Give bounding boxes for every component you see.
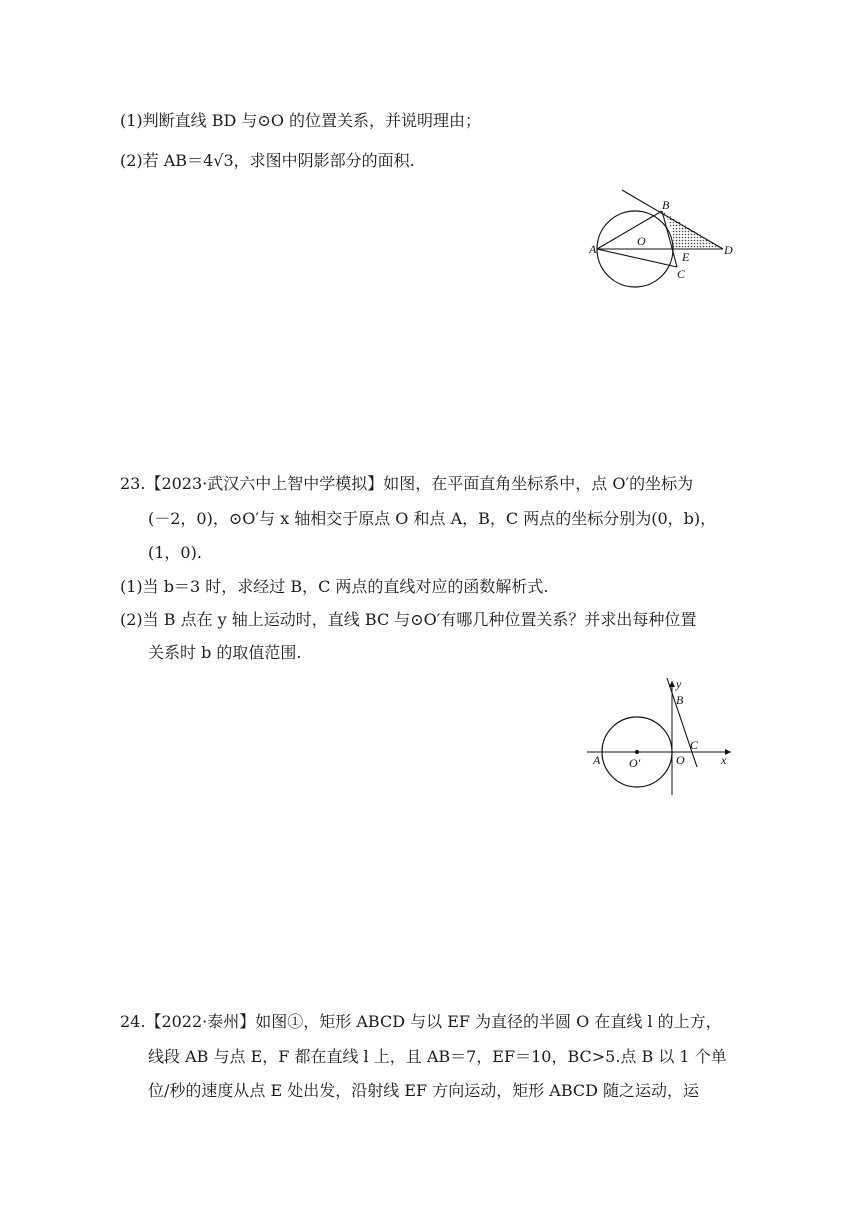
- q23-line1: 23.【2023·武汉六中上智中学模拟】如图，在平面直角坐标系中，点 O′的坐标为: [120, 474, 694, 493]
- q23-line3: (1，0).: [148, 543, 202, 562]
- label-x: x: [721, 753, 727, 767]
- label-d: D: [724, 243, 733, 257]
- q23-part1: (1)当 b＝3 时，求经过 B，C 两点的直线对应的函数解析式.: [120, 577, 549, 596]
- q22-figure: [585, 185, 745, 295]
- chord-ab: [597, 211, 662, 249]
- q23-figure: [585, 675, 745, 800]
- label-b: B: [662, 198, 670, 212]
- q24-line2: 线段 AB 与点 E，F 都在直线 l 上，且 AB＝7，EF＝10，BC>5.点 B 以 1 个单: [148, 1047, 727, 1066]
- label-c: C: [690, 738, 699, 752]
- q22-part1: (1)判断直线 BD 与⊙O 的位置关系，并说明理由；: [120, 111, 482, 130]
- q24-line3: 位/秒的速度从点 E 处出发，沿射线 EF 方向运动，矩形 ABCD 随之运动，运: [148, 1081, 700, 1100]
- label-a: A: [593, 753, 601, 767]
- label-y: y: [676, 677, 682, 691]
- label-b: B: [676, 693, 684, 707]
- q23-part2-line1: (2)当 B 点在 y 轴上运动时，直线 BC 与⊙O′有哪几种位置关系？并求出每种位置: [120, 610, 697, 629]
- q23-part2-line2: 关系时 b 的取值范围.: [148, 643, 302, 662]
- label-o-prime: O′: [629, 756, 641, 770]
- q22-part2: (2)若 AB＝4√3，求图中阴影部分的面积.: [120, 151, 415, 170]
- label-a: A: [589, 242, 597, 256]
- label-o: O: [676, 753, 685, 767]
- center-o-prime: [635, 750, 639, 754]
- label-e: E: [682, 250, 690, 264]
- q24-line1: 24.【2022·泰州】如图①，矩形 ABCD 与以 EF 为直径的半圆 O 在直线 l 的上方，: [120, 1012, 722, 1031]
- q23-line2: (－2，0)，⊙O′与 x 轴相交于原点 O 和点 A，B，C 两点的坐标分别为(0，b)，: [148, 509, 717, 528]
- label-o: O: [637, 234, 646, 248]
- chord-ac: [597, 249, 677, 267]
- label-c: C: [677, 267, 686, 281]
